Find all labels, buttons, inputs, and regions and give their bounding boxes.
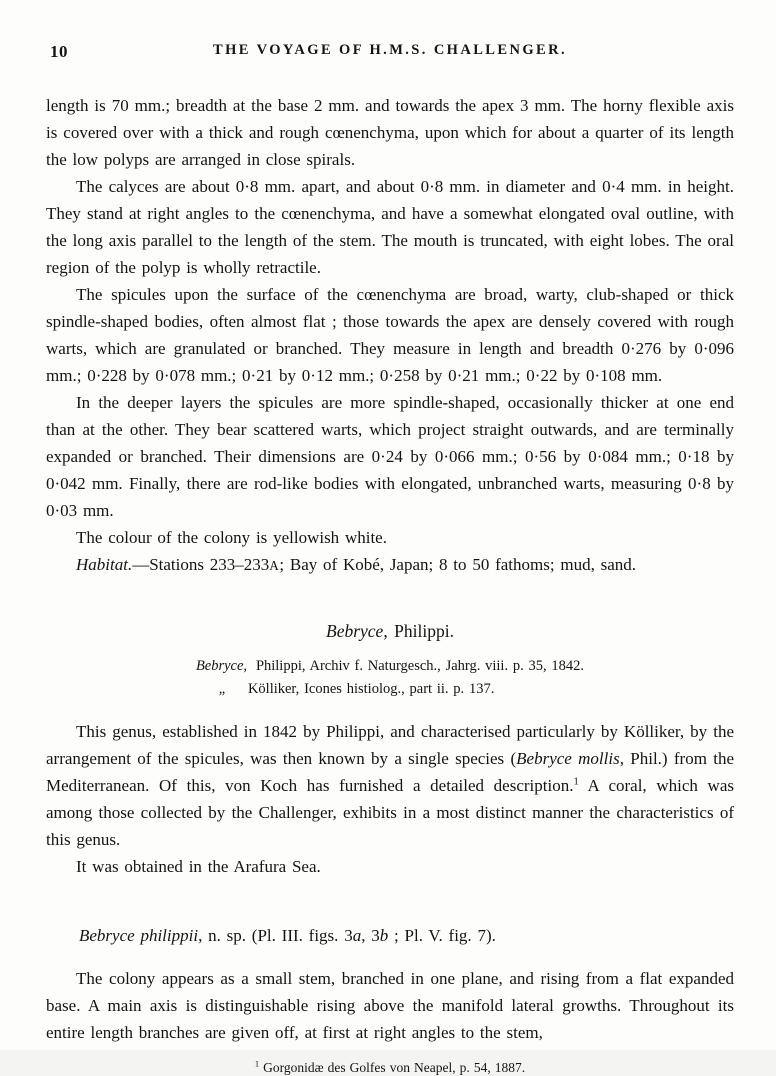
habitat-dash: — [132,555,150,574]
genus-history-text: A coral, which was among those collected by the Challenger, exhibits in a most distinct manner the characteristics of this genus. [46,776,734,849]
species-heading [46,926,734,946]
page-number: 10 [50,42,68,61]
habitat-stations: Stations 233–233 [149,555,270,574]
paragraph-calyces: The calyces are about 0·8 mm. apart, and about 0·8 mm. in diameter and 0·4 mm. in height. They stand at right angles to the cœnenchyma, and have a somewhat elongated oval outline, with the long axis parallel to the length of the stem. The mouth is truncated, with eight lobes. The oral region of the polyp is wholly retractile. [46,177,734,277]
genus-history-text: , Phil.) from the Mediterranean. Of this, von Koch has furnished a detailed description. [46,749,735,795]
paragraph-spicules-deeper: In the deeper layers the spicules are more spindle-shaped, occasionally thicker at one end than at the other. They bear scattered warts, which project straight outwards, and are terminally expanded or branched. Their dimensions are 0·24 by 0·066 mm.; 0·56 by 0·084 mm.; 0·18 by 0·042 mm. Finally, there are rod-like bodies with elongated, unbranched warts, measuring 0·8 by 0·03 mm. [46,393,734,520]
footnote [46,1060,734,1076]
species-name-mollis: Bebryce mollis [516,749,620,768]
running-head [46,42,734,66]
paragraph-colony-form: The colony appears as a small stem, branched in one plane, and rising from a flat expanded base. A main axis is distinguishable rising above the manifold lateral growths. Throughout its entire length branches are given off, at first at right angles to the stem, [46,969,734,1042]
paragraph-continuation: length is 70 mm.; breadth at the base 2 mm. and towards the apex 3 mm. The horny flexible axis is covered over with a thick and rough cœnenchyma, upon which for about a quarter of its length the low polyps are arranged in close spirals. [46,96,734,169]
genus-heading [46,621,734,642]
footnote-marker: 1 [254,1059,260,1069]
running-title: THE VOYAGE OF H.M.S. CHALLENGER. [213,42,567,58]
figure-letter-b: b [379,926,389,945]
species-name-philippii: Bebryce philippii [79,926,199,945]
synonymy-citation: Kölliker, Icones histiolog., part ii. p. 137. [247,681,495,697]
synonymy-genus [196,655,256,678]
paragraph-spicules-surface: The spicules upon the surface of the cœnenchyma are broad, warty, club-shaped or thick spindle-shaped bodies, often almost flat ; those towards the apex are densely covered with rough warts, which are granulated or branched. They measure in length and breadth 0·276 by 0·096 mm.; 0·228 by 0·078 mm.; 0·21 by 0·12 mm.; 0·258 by 0·21 mm.; 0·22 by 0·108 mm. [46,285,734,385]
habitat-rest: ; Bay of Kobé, Japan; 8 to 50 fathoms; mud, sand. [279,555,637,574]
genus-description [46,718,734,880]
paragraph-colour: The colour of the colony is yellowish white. [76,528,387,547]
species-heading-text: ; Pl. V. fig. 7). [388,926,496,945]
figure-letter-a: a [352,926,362,945]
synonymy-entry [196,678,584,701]
species-heading-text: , n. sp. (Pl. III. figs. 3 [198,926,353,945]
paragraph-genus-history [46,718,734,853]
habitat-station-suffix: A [269,558,280,573]
paragraph-locality: It was obtained in the Arafura Sea. [76,857,321,876]
habitat-line [46,551,734,579]
synonymy-entry [196,655,584,678]
genus-author: , Philippi. [383,621,454,641]
ditto-mark: „ [218,681,226,697]
synonymy-citation: Philippi, Archiv f. Naturgesch., Jahrg. viii. p. 35, 1842. [255,658,585,674]
synonymy-genus-name: Bebryce, [195,658,248,674]
habitat-label: Habitat. [76,555,133,574]
genus-name: Bebryce [326,621,384,641]
species-description [46,965,734,1046]
species-heading-text: , 3 [361,926,380,945]
body-text [46,92,734,579]
footnote-reference: 1 [573,776,579,788]
footnote-text: Gorgonidæ des Golfes von Neapel, p. 54, 1887. [259,1060,526,1075]
genus-history-text: This genus, established in 1842 by Philippi, and characterised particularly by Kölliker, by the arrangement of the spicules, was then known by a single species ( [46,722,734,768]
synonymy-block [196,655,584,701]
